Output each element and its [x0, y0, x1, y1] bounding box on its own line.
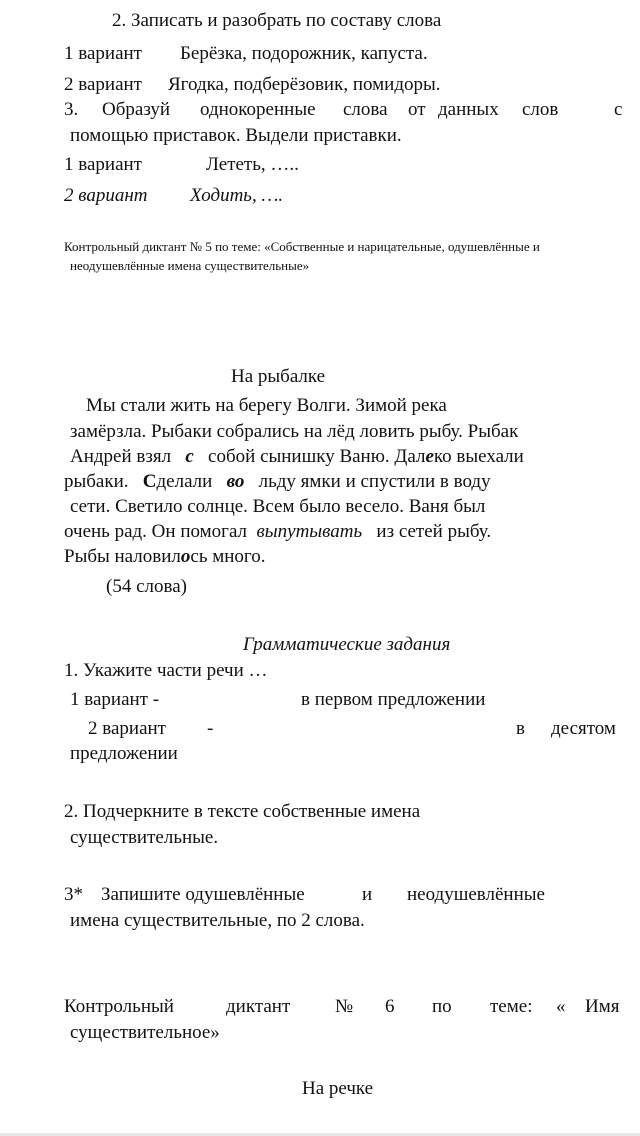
task2-v1-words: Берёзка, подорожник, капуста. — [180, 43, 428, 64]
grammar-q1-v2-line2: предложении — [70, 743, 178, 764]
grammar-q3-line2: имена существительные, по 2 слова. — [70, 910, 365, 931]
dictation5-title: На рыбалке — [231, 366, 326, 387]
dictation5-line6: очень рад. Он помогал выпутывать из сетей рыбу. — [64, 521, 492, 542]
task2-v1-label: 1 вариант — [64, 43, 142, 64]
grammar-q1-v1-text: в первом предложении — [301, 689, 486, 710]
grammar-title: Грамматические задания — [243, 634, 451, 655]
task3-v1-label: 1 вариант — [64, 154, 142, 175]
dictation6-title: На речке — [302, 1078, 374, 1099]
dictation5-line2: замёрзла. Рыбаки собрались на лёд ловить рыбу. Рыбак — [70, 421, 519, 442]
dictation5-line7: Рыбы наловилось много. — [64, 546, 266, 567]
grammar-q1: 1. Укажите части речи … — [64, 660, 268, 681]
dictation5-word-count: (54 слова) — [106, 576, 187, 597]
dictation5-line3: Андрей взял с собой сынишку Ваню. Далеко выехали — [70, 446, 524, 467]
dictation5-line5: сети. Светило солнце. Всем было весело. Ваня был — [70, 496, 486, 517]
task2-v2-label: 2 вариант — [64, 74, 142, 95]
dictation5-line1: Мы стали жить на берегу Волги. Зимой река — [86, 395, 447, 416]
grammar-q2-line2: существительные. — [70, 827, 219, 848]
dictation5-heading-line2: неодушевлённые имена существительные» — [70, 258, 310, 273]
dictation5-heading-line1: Контрольный диктант № 5 по теме: «Собственные и нарицательные, одушевлённые и — [64, 239, 540, 254]
dictation6-heading-line2: существительное» — [70, 1022, 220, 1043]
grammar-q2-line1: 2. Подчеркните в тексте собственные имена — [64, 801, 421, 822]
task2-title: 2. Записать и разобрать по составу слова — [112, 10, 442, 31]
task3-v1-word: Лететь, ….. — [206, 154, 299, 175]
task3-line2: помощью приставок. Выдели приставки. — [70, 125, 402, 146]
task2-v2-words: Ягодка, подберёзовик, помидоры. — [168, 74, 441, 95]
dictation5-line4: рыбаки. Сделали во льду ямки и спустили в воду — [64, 471, 491, 492]
task3-v2-word: Ходить, …. — [190, 185, 284, 206]
task3-v2-label: 2 вариант — [64, 185, 148, 206]
grammar-q1-v1-label: 1 вариант - — [70, 689, 160, 710]
